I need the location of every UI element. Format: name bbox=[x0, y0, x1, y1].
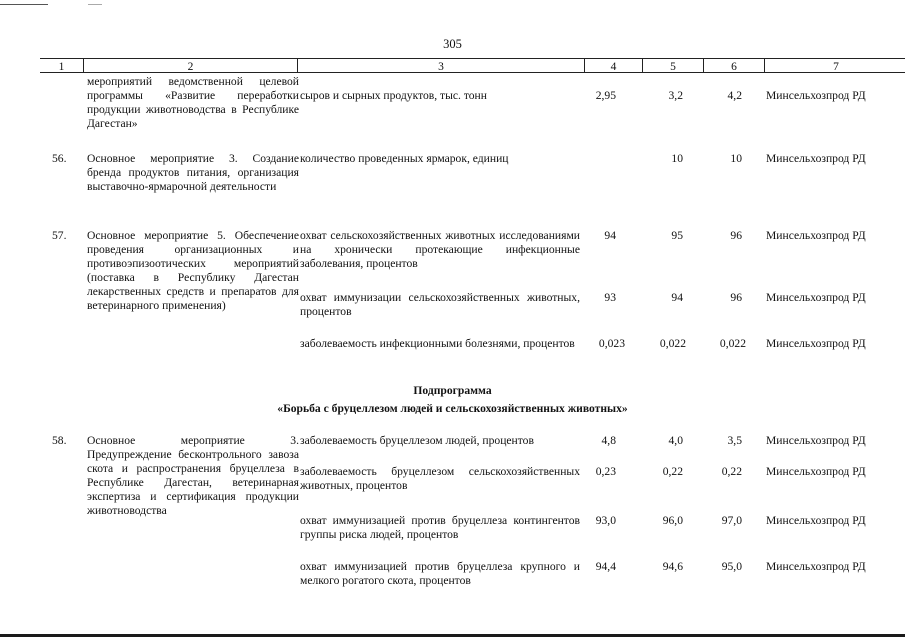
indicator-text: заболеваемость бруцеллезом людей, процентов bbox=[300, 434, 534, 447]
header-col-7: 7 bbox=[833, 61, 839, 73]
indicator-text: охват иммунизации сельскохозяйственных животных, процентов bbox=[300, 291, 580, 319]
value-col6: 0,022 bbox=[719, 337, 746, 350]
value-col6: 10 bbox=[730, 152, 742, 165]
scan-mark bbox=[0, 4, 48, 5]
indicator-text: количество проведенных ярмарок, единиц bbox=[300, 152, 509, 165]
row-description: Основное мероприятие 3. Создание бренда продуктов питания, организация выставочно-ярмарочной деятельности bbox=[87, 152, 299, 194]
value-col6: 0,22 bbox=[721, 465, 742, 478]
header-col-3: 3 bbox=[438, 61, 444, 73]
responsible-org: Минсельхозпрод РД bbox=[766, 337, 866, 350]
value-col4: 94 bbox=[604, 229, 616, 242]
value-col4: 2,95 bbox=[595, 89, 616, 102]
header-col-1: 1 bbox=[58, 61, 65, 73]
responsible-org: Минсельхозпрод РД bbox=[766, 434, 866, 447]
row-number: 56. bbox=[52, 152, 67, 165]
scan-bottom-edge bbox=[0, 634, 905, 637]
header-col-2: 2 bbox=[187, 61, 194, 73]
value-col5: 96,0 bbox=[662, 514, 683, 527]
row-description: мероприятий ведомственной целевой программы «Развитие переработки продукции животноводства в Республике Дагестан» bbox=[87, 75, 299, 131]
row-description: Основное мероприятие 5. Обеспечение проведения организационных и противоэпизоотических мероприятий (поставка в Республику Дагестан лекарственных средств и препаратов для ветеринарного применения) bbox=[87, 229, 299, 313]
row-number: 57. bbox=[52, 229, 67, 242]
responsible-org: Минсельхозпрод РД bbox=[766, 152, 866, 165]
page-number: 305 bbox=[443, 37, 462, 51]
value-col6: 3,5 bbox=[727, 434, 742, 447]
value-col6: 4,2 bbox=[727, 89, 742, 102]
responsible-org: Минсельхозпрод РД bbox=[766, 465, 866, 478]
responsible-org: Минсельхозпрод РД bbox=[766, 89, 866, 102]
indicator-text: охват сельскохозяйственных животных исследованиями на хронически протекающие инфекционные заболевания, процентов bbox=[300, 229, 580, 271]
value-col4: 4,8 bbox=[601, 434, 616, 447]
value-col6: 96 bbox=[730, 229, 742, 242]
header-col-4: 4 bbox=[610, 61, 617, 73]
subprogram-label: Подпрограмма bbox=[413, 384, 492, 397]
subprogram-title: «Борьба с бруцеллезом людей и сельскохозяйственных животных» bbox=[277, 402, 628, 415]
responsible-org: Минсельхозпрод РД bbox=[766, 514, 866, 527]
header-col-6: 6 bbox=[731, 61, 737, 73]
responsible-org: Минсельхозпрод РД bbox=[766, 229, 866, 242]
value-col6: 95,0 bbox=[721, 560, 742, 573]
indicator-text: охват иммунизацией против бруцеллеза крупного и мелкого рогатого скота, процентов bbox=[300, 560, 580, 588]
value-col6: 97,0 bbox=[721, 514, 742, 527]
indicator-text: сыров и сырных продуктов, тыс. тонн bbox=[300, 89, 487, 102]
indicator-text: заболеваемость инфекционными болезнями, процентов bbox=[300, 337, 575, 350]
value-col5: 4,0 bbox=[668, 434, 683, 447]
value-col6: 96 bbox=[730, 291, 742, 304]
value-col4: 0,023 bbox=[598, 337, 625, 350]
value-col4: 93,0 bbox=[595, 514, 616, 527]
indicator-text: охват иммунизацией против бруцеллеза контингентов группы риска людей, процентов bbox=[300, 514, 580, 542]
value-col5: 0,22 bbox=[662, 465, 683, 478]
table-top-rule bbox=[40, 58, 905, 59]
value-col4: 94,4 bbox=[595, 560, 616, 573]
value-col5: 95 bbox=[671, 229, 683, 242]
header-col-5: 5 bbox=[670, 61, 676, 73]
indicator-text: заболеваемость бруцеллезом сельскохозяйственных животных, процентов bbox=[300, 465, 580, 493]
scan-mark bbox=[88, 4, 102, 5]
value-col5: 10 bbox=[671, 152, 683, 165]
row-description: Основное мероприятие 3. Предупреждение бесконтрольного завоза скота и распространения бруцеллеза в Республике Дагестан, ветеринарная экспертиза и сертификация продукции животноводства bbox=[87, 434, 299, 518]
value-col5: 94 bbox=[671, 291, 683, 304]
value-col4: 93 bbox=[604, 291, 616, 304]
value-col4: 0,23 bbox=[595, 465, 616, 478]
value-col5: 3,2 bbox=[668, 89, 683, 102]
row-number: 58. bbox=[52, 434, 67, 447]
responsible-org: Минсельхозпрод РД bbox=[766, 560, 866, 573]
value-col5: 94,6 bbox=[662, 560, 683, 573]
responsible-org: Минсельхозпрод РД bbox=[766, 291, 866, 304]
value-col5: 0,022 bbox=[659, 337, 686, 350]
